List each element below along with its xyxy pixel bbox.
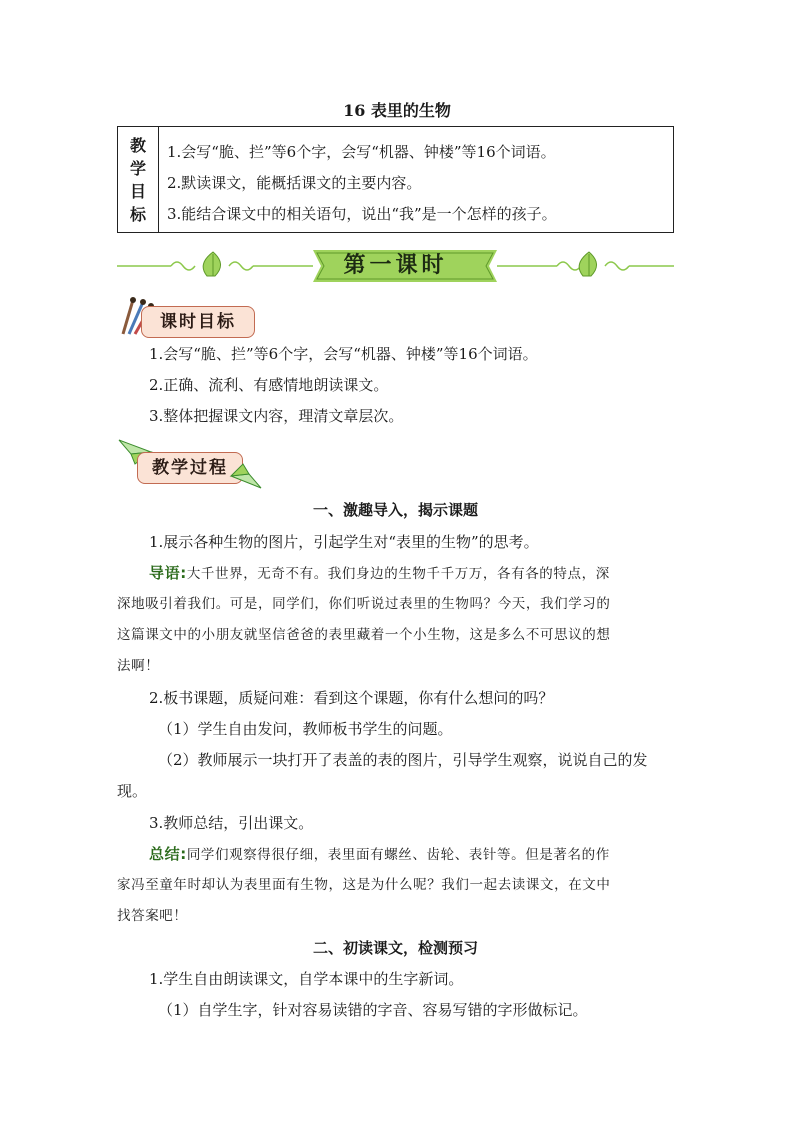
objectives-tag: [117, 296, 257, 340]
process-tag: [117, 436, 267, 492]
paragraph: （2）教师展示一块打开了表盖的表的图片，引导学生观察，说说自己的发: [158, 751, 648, 769]
objectives-tag-label: 课时目标: [141, 306, 255, 338]
paragraph: 2.板书课题，质疑问难：看到这个课题，你有什么想问的吗？: [149, 689, 554, 707]
goal-item: 3.能结合课文中的相关语句，说出“我”是一个怎样的孩子。: [167, 205, 557, 223]
paragraph: 3.教师总结，引出课文。: [149, 814, 314, 832]
goals-header-char: 目: [129, 181, 146, 201]
lesson-title: 16 表里的生物: [343, 101, 451, 120]
goals-header-cell: [118, 127, 159, 232]
objective-item: 1.会写“脆、拦”等6个字，会写“机器、钟楼”等16个词语。: [149, 345, 538, 363]
goals-content-cell: [159, 127, 673, 232]
section-heading: 二、初读课文，检测预习: [312, 939, 478, 957]
teaching-goals-table: [117, 126, 674, 233]
summary-paragraph-line: 找答案吧！: [117, 908, 188, 924]
intro-paragraph-line: 这篇课文中的小朋友就坚信爸爸的表里藏着一个小生物，这是多么不可思议的想: [117, 627, 611, 643]
paragraph: 1.学生自由朗读课文，自学本课中的生字新词。: [149, 970, 464, 988]
intro-paragraph-line: 导语:大千世界，无奇不有。我们身边的生物千千万万，各有各的特点，深: [149, 564, 610, 582]
goal-item: 1.会写“脆、拦”等6个字，会写“机器、钟楼”等16个词语。: [167, 143, 556, 161]
paragraph: （1）自学生字，针对容易读错的字音、容易写错的字形做标记。: [158, 1001, 588, 1019]
paragraph: 1.展示各种生物的图片，引起学生对“表里的生物”的思考。: [149, 533, 539, 551]
intro-paragraph-line: 法啊！: [117, 658, 160, 674]
section-heading: 一、激趣导入，揭示课题: [312, 501, 478, 519]
paragraph: 现。: [117, 782, 148, 800]
paragraph: （1）学生自由发问，教师板书学生的问题。: [158, 720, 453, 738]
process-tag-label: 教学过程: [137, 452, 243, 484]
lesson-period-title: 第一课时: [343, 252, 448, 278]
intro-paragraph-line: 深地吸引着我们。可是，同学们，你们听说过表里的生物吗？今天，我们学习的: [117, 596, 611, 612]
goals-header-char: 标: [129, 204, 146, 224]
summary-paragraph-line: 总结:同学们观察得很仔细，表里面有螺丝、齿轮、表针等。但是著名的作: [149, 845, 610, 863]
summary-label: 总结:: [149, 845, 187, 863]
objective-item: 2.正确、流利、有感情地朗读课文。: [149, 376, 389, 394]
lesson-period-divider: [117, 244, 674, 288]
intro-label: 导语:: [149, 564, 187, 582]
goal-item: 2.默读课文，能概括课文的主要内容。: [167, 174, 422, 192]
summary-paragraph-line: 家冯至童年时却认为表里面有生物，这是为什么呢？我们一起去读课文，在文中: [117, 877, 611, 893]
goals-header-char: 学: [129, 158, 146, 178]
paper-plane-icon: [229, 462, 263, 492]
objective-item: 3.整体把握课文内容，理清文章层次。: [149, 407, 404, 425]
goals-header-char: 教: [129, 135, 146, 155]
